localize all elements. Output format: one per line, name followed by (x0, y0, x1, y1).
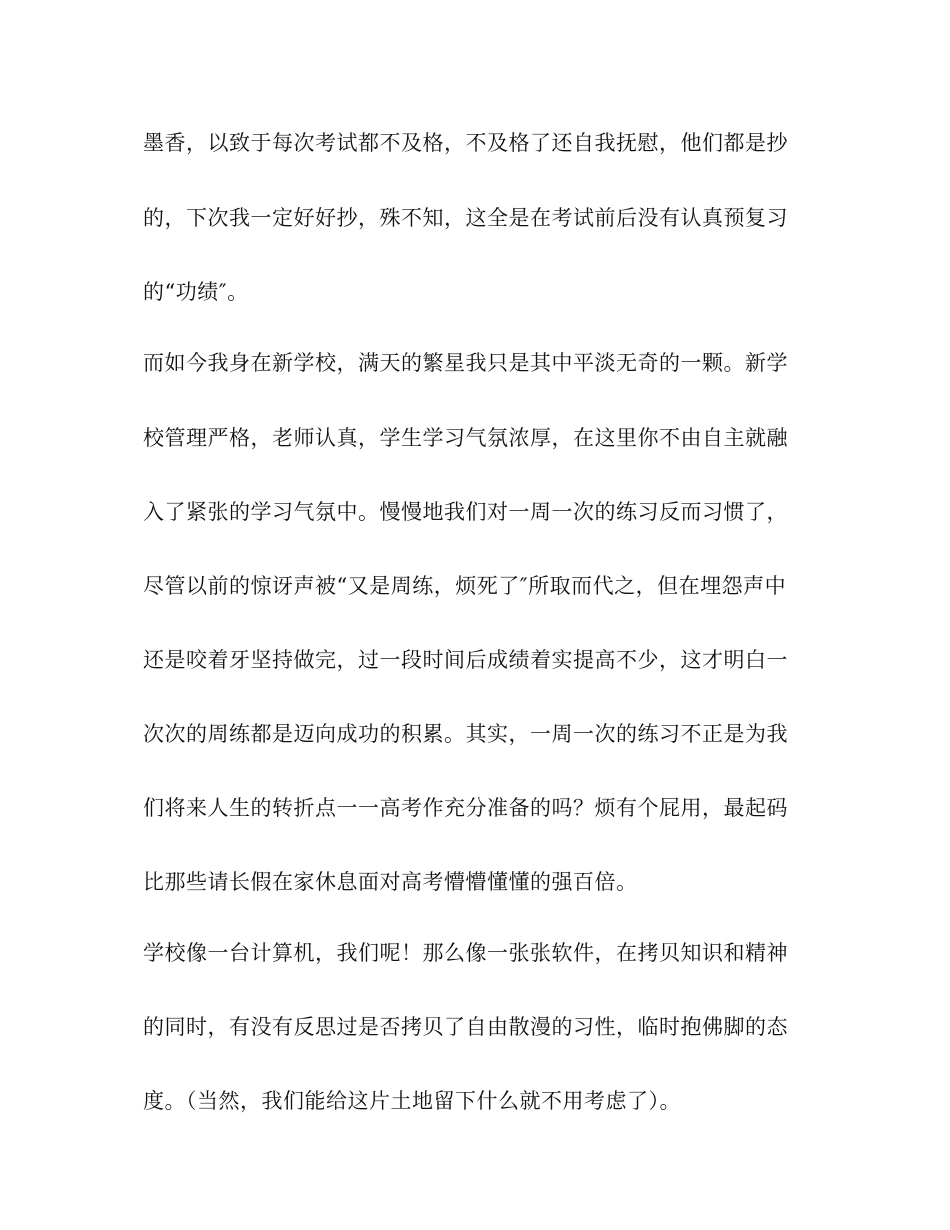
text-line: 入了紧张的学习气氛中。慢慢地我们对一周一次的练习反而习惯了， (143, 500, 788, 524)
text-line: 还是咬着牙坚持做完，过一段时间后成绩着实提高不少，这才明白一 (143, 648, 788, 672)
text-line: 尽管以前的惊讶声被“又是周练，烦死了″所取而代之，但在埋怨声中 (143, 574, 787, 598)
text-line: 度。（当然，我们能给这片土地留下什么就不用考虑了）。 (143, 1089, 681, 1113)
text-line: 校管理严格，老师认真，学生学习气氛浓厚，在这里你不由自主就融 (143, 426, 788, 450)
text-line: 学校像一台计算机，我们呢！那么像一张张软件，在拷贝知识和精神 (143, 941, 788, 965)
text-line: 的同时，有没有反思过是否拷贝了自由散漫的习性，临时抱佛脚的态 (143, 1015, 788, 1039)
text-line: 墨香，以致于每次考试都不及格，不及格了还自我抚慰，他们都是抄 (143, 131, 788, 155)
text-line: 比那些请长假在家休息面对高考懵懵懂懂的强百倍。 (143, 870, 638, 894)
text-line: 的“功绩″。 (143, 280, 249, 304)
text-line: 的，下次我一定好好抄，殊不知，这全是在考试前后没有认真预复习 (143, 206, 788, 230)
text-line: 而如今我身在新学校，满天的繁星我只是其中平淡无奇的一颗。新学 (143, 351, 788, 375)
text-line: 们将来人生的转折点一一高考作充分准备的吗？烦有个屁用，最起码 (143, 796, 788, 820)
text-line: 次次的周练都是迈向成功的积累。其实，一周一次的练习不正是为我 (143, 722, 788, 746)
